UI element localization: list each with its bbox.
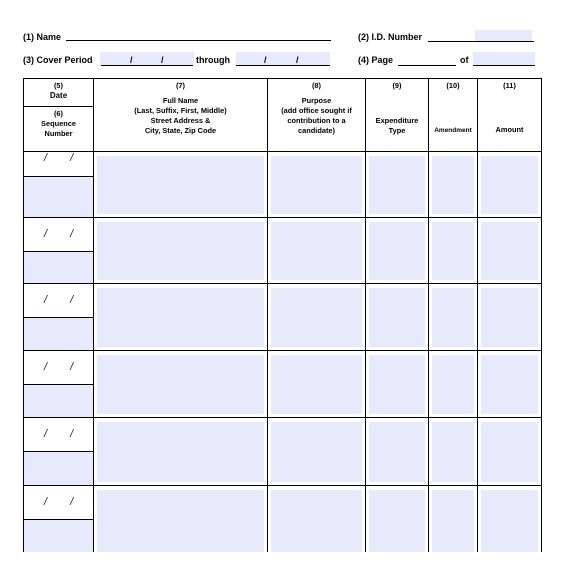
cover-period-start-field[interactable]: [101, 65, 193, 66]
cover-sep-2: /: [161, 55, 164, 65]
date-sequence-cell[interactable]: [24, 418, 94, 486]
date-sequence-header: [24, 79, 94, 152]
col10-label: Amendment: [434, 127, 472, 134]
expenditure-type-cell[interactable]: [366, 152, 429, 218]
table-row: [24, 351, 542, 418]
of-label: of: [460, 55, 469, 65]
table-row: [24, 418, 542, 486]
amendment-cell[interactable]: [429, 152, 478, 218]
col8-line-2: (add office sought if: [281, 106, 352, 115]
date-sequence-cell[interactable]: [24, 284, 94, 351]
purpose-cell[interactable]: [268, 284, 366, 351]
date-field[interactable]: / /: [24, 486, 93, 520]
amount-cell[interactable]: [478, 218, 542, 284]
page-total-field[interactable]: [473, 65, 535, 66]
amount-cell[interactable]: [478, 418, 542, 486]
col5-label: Date: [49, 91, 68, 100]
expenditure-type-header: [366, 79, 429, 152]
page-label: (4) Page: [358, 55, 394, 65]
col11-number: (11): [503, 81, 516, 90]
purpose-cell[interactable]: [268, 351, 366, 418]
amount-cell[interactable]: [478, 152, 542, 218]
purpose-cell[interactable]: [268, 418, 366, 486]
col8-line-4: candidate): [298, 126, 335, 135]
expenditure-type-cell[interactable]: [366, 418, 429, 486]
amendment-cell[interactable]: [429, 284, 478, 351]
col7-line-2: (Last, Suffix, First, Middle): [134, 106, 227, 115]
through-sep-2: /: [296, 55, 299, 65]
col8-line-1: Purpose: [301, 96, 332, 105]
through-label: through: [196, 55, 230, 65]
col7-line-1: Full Name: [162, 96, 199, 105]
table-row: [24, 284, 542, 351]
purpose-header: [268, 79, 366, 152]
cover-sep-1: /: [130, 55, 133, 65]
page-bottom-margin: [0, 552, 567, 582]
full-name-cell[interactable]: [94, 486, 268, 556]
expenditure-type-cell[interactable]: [366, 351, 429, 418]
of-fill: [473, 52, 535, 66]
col5-number: (5): [53, 81, 64, 90]
date-field[interactable]: / /: [24, 152, 93, 177]
purpose-cell[interactable]: [268, 218, 366, 284]
date-field[interactable]: / /: [24, 418, 93, 452]
col11-label: Amount: [495, 125, 524, 134]
table-row: [24, 152, 542, 218]
full-name-cell[interactable]: [94, 284, 268, 351]
amendment-cell[interactable]: [429, 351, 478, 418]
purpose-cell[interactable]: [268, 152, 366, 218]
through-sep-1: /: [264, 55, 267, 65]
id-number-field-line[interactable]: [428, 41, 534, 42]
col9-line-2: Type: [388, 126, 406, 135]
expenditure-type-cell[interactable]: [366, 284, 429, 351]
col9-number: (9): [392, 81, 402, 90]
through-fill: [236, 52, 330, 66]
date-sequence-cell[interactable]: [24, 152, 94, 218]
col6-label-1: Sequence: [41, 119, 76, 128]
full-name-header: [94, 79, 268, 152]
col6-number: (6): [53, 109, 64, 118]
date-sequence-cell[interactable]: [24, 486, 94, 556]
col7-number: (7): [175, 81, 186, 90]
table-row: [24, 218, 542, 284]
amendment-header: [429, 79, 478, 152]
col8-number: (8): [311, 81, 322, 90]
expenditure-type-cell[interactable]: [366, 218, 429, 284]
full-name-cell[interactable]: [94, 218, 268, 284]
amount-cell[interactable]: [478, 284, 542, 351]
amendment-cell[interactable]: [429, 418, 478, 486]
name-field-line[interactable]: [66, 40, 331, 41]
cover-period-end-field[interactable]: [236, 65, 330, 66]
expenditure-table: [23, 78, 542, 556]
date-field[interactable]: / /: [24, 218, 93, 252]
cover-period-label: (3) Cover Period: [23, 55, 93, 65]
amount-header: [478, 79, 542, 152]
date-field[interactable]: / /: [24, 351, 93, 385]
name-label: (1) Name: [23, 32, 62, 42]
id-number-label: (2) I.D. Number: [358, 32, 423, 42]
col7-line-4: City, State, Zip Code: [144, 126, 217, 135]
col7-line-3: Street Address &: [150, 116, 211, 125]
page-number-field[interactable]: [398, 65, 456, 66]
full-name-cell[interactable]: [94, 351, 268, 418]
date-sequence-cell[interactable]: [24, 218, 94, 284]
purpose-cell[interactable]: [268, 486, 366, 556]
full-name-cell[interactable]: [94, 152, 268, 218]
expenditure-type-cell[interactable]: [366, 486, 429, 556]
amendment-cell[interactable]: [429, 218, 478, 284]
table-row: [24, 486, 542, 556]
cover-period-fill: [100, 52, 194, 66]
col9-line-1: Expenditure: [375, 116, 419, 125]
date-field[interactable]: / /: [24, 284, 93, 318]
amount-cell[interactable]: [478, 486, 542, 556]
col8-line-3: contribution to a: [287, 116, 346, 125]
col6-label-2: Number: [44, 129, 73, 138]
col10-number: (10): [446, 81, 460, 90]
amendment-cell[interactable]: [429, 486, 478, 556]
amount-cell[interactable]: [478, 351, 542, 418]
full-name-cell[interactable]: [94, 418, 268, 486]
date-sequence-cell[interactable]: [24, 351, 94, 418]
